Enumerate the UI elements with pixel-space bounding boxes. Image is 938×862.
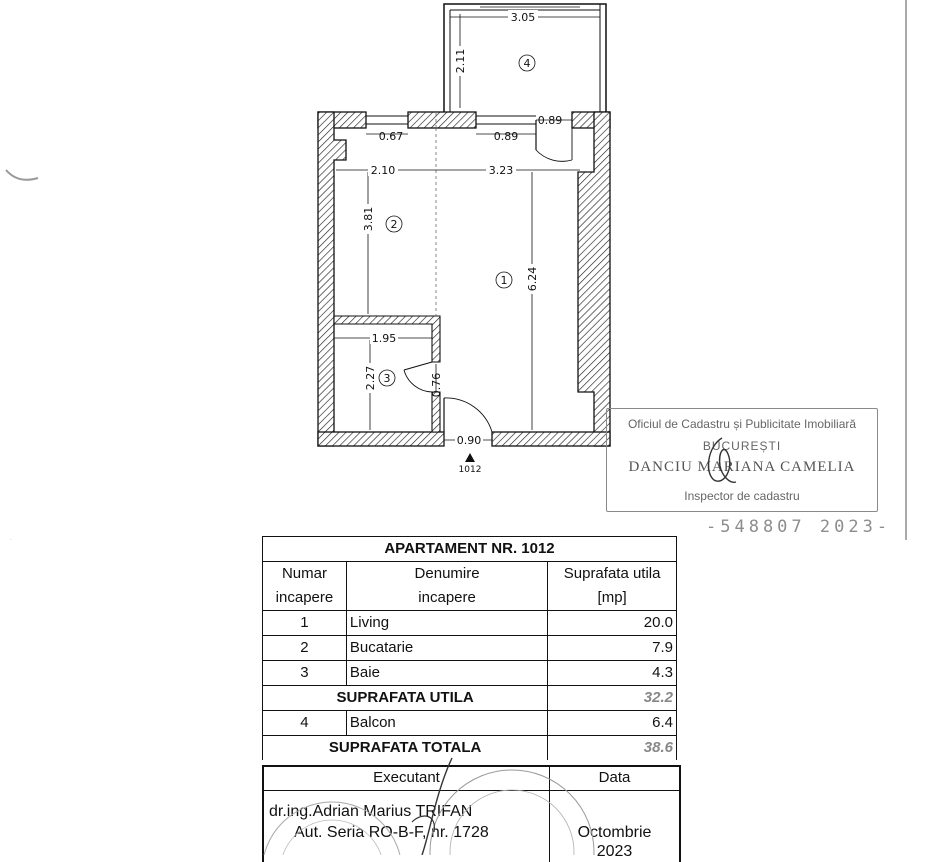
room-area: 4.3	[548, 661, 677, 686]
dim-bath-width: 1.95	[371, 332, 397, 345]
dim-bath-door: 0.76	[430, 372, 443, 398]
areas-table	[262, 536, 677, 760]
room-number: 2	[263, 636, 347, 661]
entry-door	[444, 398, 492, 432]
entrance-label: 1012	[458, 465, 482, 475]
table-row	[263, 636, 677, 661]
room-name: Baie	[346, 661, 547, 686]
date-year: 2023	[596, 843, 633, 860]
useful-area-label: SUPRAFATA UTILA	[263, 686, 548, 711]
dim-entry-door: 0.90	[456, 434, 482, 447]
stamp-city: BUCUREȘTI	[702, 439, 782, 453]
date-month: Octombrie	[577, 824, 652, 841]
room-name: Living	[346, 611, 547, 636]
executant-header: Executant	[373, 769, 440, 786]
dim-bath-depth: 2.27	[364, 365, 377, 391]
inspector-signature	[690, 432, 750, 492]
dim-window-left: 0.67	[378, 130, 404, 143]
room-number: 3	[263, 661, 347, 686]
room-area: 20.0	[548, 611, 677, 636]
table-row	[263, 711, 677, 736]
room-marker-4: 4	[523, 57, 531, 70]
room-name: Bucatarie	[346, 636, 547, 661]
room-marker-3: 3	[383, 372, 391, 385]
entrance-arrow-icon	[465, 453, 475, 462]
room-marker-1: 1	[500, 274, 508, 287]
registration-number: -548807 2023-	[706, 517, 892, 537]
table-row	[263, 611, 677, 636]
room-number: 1	[263, 611, 347, 636]
room-name: Balcon	[346, 711, 547, 736]
date-header: Data	[598, 769, 631, 786]
executant-authorization: Aut. Seria RO-B-F, nr. 1728	[294, 824, 489, 841]
header-number-2: incapere	[263, 586, 347, 611]
dim-window-right: 0.89	[493, 130, 519, 143]
room-marker-2: 2	[390, 218, 398, 231]
dim-kitchen-width: 2.10	[370, 164, 396, 177]
header-area-2: [mp]	[548, 586, 677, 611]
dim-living-width: 3.23	[488, 164, 514, 177]
room-area: 7.9	[548, 636, 677, 661]
useful-area-value: 32.2	[548, 686, 677, 711]
dim-living-depth: 6.24	[526, 266, 539, 292]
certification-seal	[262, 752, 682, 855]
useful-area-row	[263, 686, 677, 711]
table-title: APARTAMENT NR. 1012	[263, 537, 677, 562]
header-name-2: incapere	[346, 586, 547, 611]
stamp-role: Inspector de cadastru	[684, 489, 800, 503]
scan-mark	[6, 170, 38, 180]
dim-kitchen-depth: 3.81	[362, 206, 375, 232]
stamp-office: Oficiul de Cadastru și Publicitate Imobiliară	[627, 417, 857, 431]
room-markers	[379, 55, 535, 386]
exterior-walls	[318, 112, 610, 446]
total-area-label: SUPRAFATA TOTALA	[263, 736, 548, 761]
dim-balcony-width: 3.05	[510, 11, 536, 24]
bathroom-door	[404, 362, 432, 392]
header-name: Denumire	[346, 562, 547, 587]
room-number: 4	[263, 711, 347, 736]
table-row	[263, 661, 677, 686]
total-area-value: 38.6	[548, 736, 677, 761]
stamp-person: DANCIU MARIANA CAMELIA	[628, 459, 856, 475]
dim-balcony-depth: 2.11	[454, 48, 467, 74]
room-area: 6.4	[548, 711, 677, 736]
header-area: Suprafata utila	[548, 562, 677, 587]
executant-name: dr.ing.Adrian Marius TRIFAN	[269, 803, 473, 820]
dim-balcony-door: 0.89	[537, 114, 563, 127]
header-number: Numar	[263, 562, 347, 587]
